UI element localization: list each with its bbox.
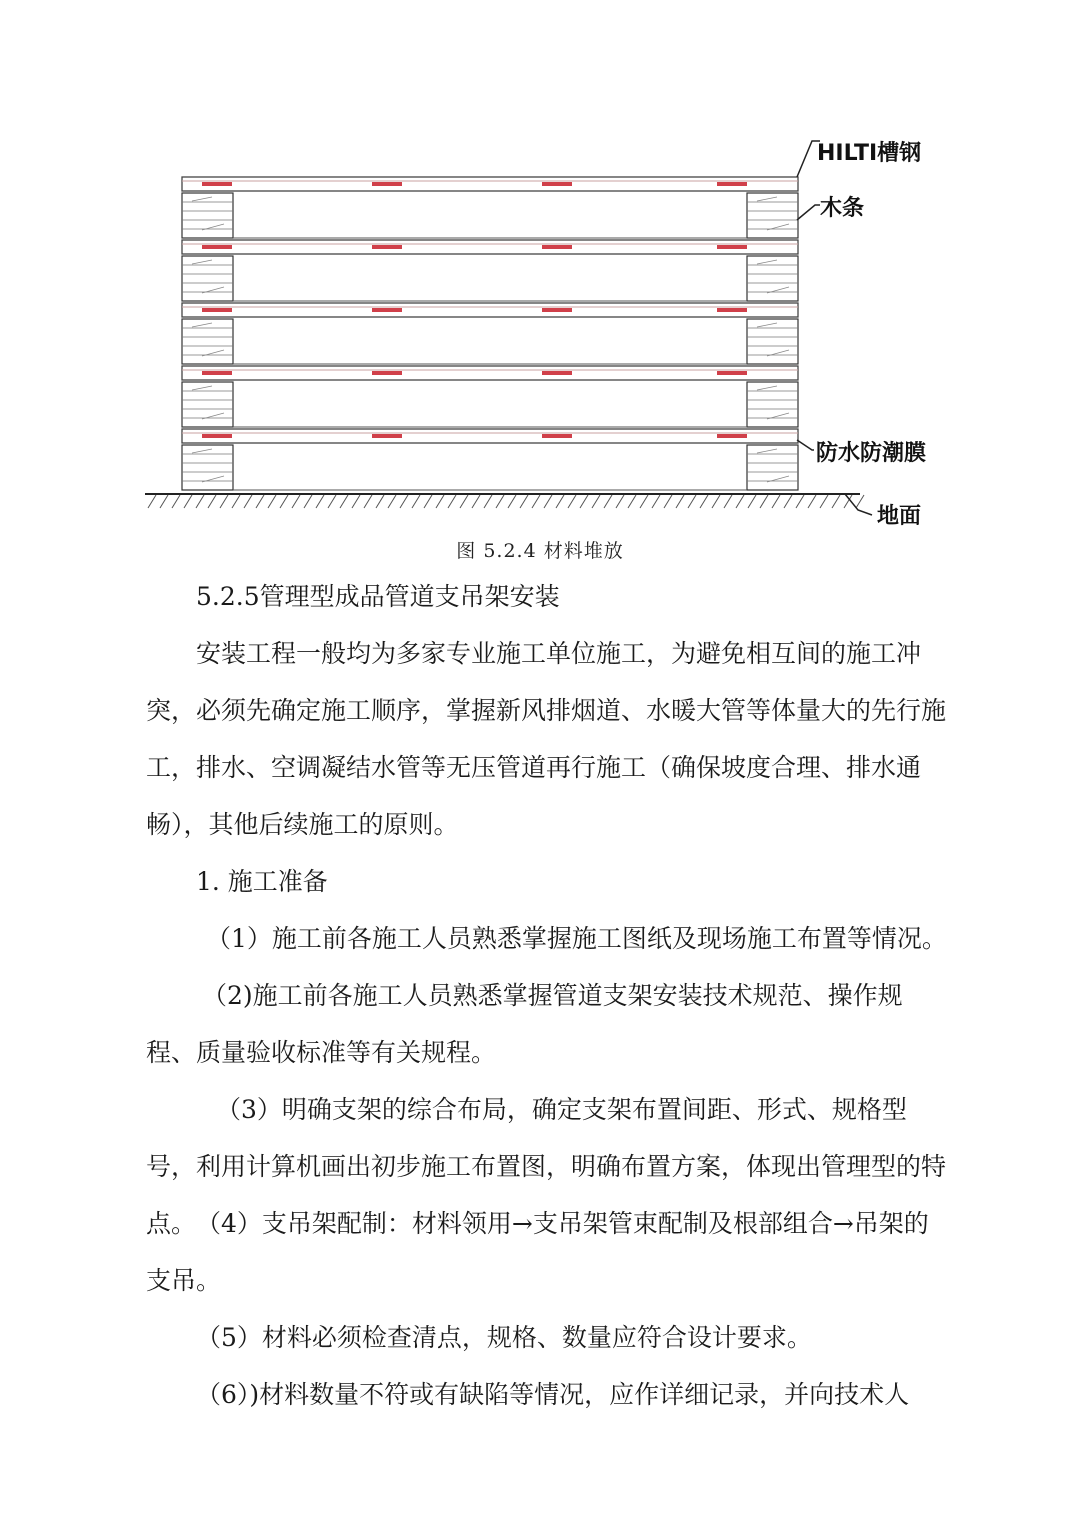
leader-wood [797,205,820,220]
stack-layers [182,177,798,490]
label-hilti-channel: HILTI槽钢 [817,141,922,166]
hilti-mark [372,434,402,438]
hilti-mark [202,371,232,375]
leader-membrane [797,440,814,450]
hatch-line [556,495,564,508]
hatch-line [196,495,204,508]
hatch-line [412,495,420,508]
hatch-line [472,495,480,508]
hatch-line [544,495,552,508]
hatch-line [664,495,672,508]
hatch-line [604,495,612,508]
section-heading: 5.2.5管理型成品管道支吊架安装 [196,582,560,611]
wood-strip [182,256,233,301]
hilti-channel [182,177,798,191]
sub-heading: 1. 施工准备 [196,867,328,896]
list-item-5: （5）材料必须检查清点，规格、数量应符合设计要求。 [196,1323,812,1352]
hilti-mark [542,245,572,249]
hatch-line [388,495,396,508]
hilti-mark [202,245,232,249]
hatch-line [400,495,408,508]
hatch-line [508,495,516,508]
wood-strip [182,445,233,490]
wood-strip [747,193,798,238]
hatch-line [160,495,168,508]
hatch-line [280,495,288,508]
figure-caption: 图 5.2.4 材料堆放 [456,540,624,562]
hatch-line [328,495,336,508]
hilti-mark [717,308,747,312]
hatch-line [220,495,228,508]
hilti-mark [542,434,572,438]
hilti-mark [202,182,232,186]
hatch-line [352,495,360,508]
hilti-mark [372,371,402,375]
hatch-line [256,495,264,508]
hilti-mark [717,182,747,186]
hatch-line [184,495,192,508]
hatch-line [832,495,840,508]
list-item-6: （6）)材料数量不符或有缺陷等情况，应作详细记录，并向技术人 [196,1380,910,1409]
hatch-line [292,495,300,508]
hatch-line [796,495,804,508]
hilti-mark [372,245,402,249]
list-item-4: （4）支吊架配制：材料领用→支吊架管束配制及根部组合→吊架的支吊。 [146,1209,929,1295]
hatch-line [148,495,156,508]
hatch-line [772,495,780,508]
wood-strip [182,319,233,364]
hatch-line [688,495,696,508]
hatch-line [712,495,720,508]
hilti-mark [202,434,232,438]
hatch-line [484,495,492,508]
hatch-line [208,495,216,508]
hatch-line [244,495,252,508]
hilti-mark [542,308,572,312]
hatch-line [640,495,648,508]
hatch-line [520,495,528,508]
hatch-line [652,495,660,508]
wood-strip [182,382,233,427]
hatch-line [376,495,384,508]
wood-strip [747,256,798,301]
hatch-line [424,495,432,508]
material-stacking-diagram [140,125,940,530]
hilti-channel [182,366,798,380]
hatch-line [232,495,240,508]
hatch-line [436,495,444,508]
hatch-line [700,495,708,508]
hatch-line [364,495,372,508]
hatch-line [172,495,180,508]
hatch-line [760,495,768,508]
hatch-line [784,495,792,508]
wood-strip [182,193,233,238]
label-wood-strip: 木条 [820,196,865,221]
hilti-channel [182,429,798,443]
hilti-mark [542,182,572,186]
hilti-mark [717,434,747,438]
list-item-2: （2)施工前各施工人员熟悉掌握管道支架安装技术规范、操作规程、质量验收标准等有关规程。 [146,981,903,1067]
hatch-line [676,495,684,508]
hilti-mark [717,371,747,375]
label-ground: 地面 [877,504,922,529]
ground-hatch [148,495,864,508]
hatch-line [748,495,756,508]
intro-paragraph: 安装工程一般均为多家专业施工单位施工，为避免相互间的施工冲突，必须先确定施工顺序，掌握新风排烟道、水暖大管等体量大的先行施工，排水、空调凝结水管等无压管道再行施工（确保坡度合理、排水通畅），其他后续施工的原则。 [146,639,947,839]
hilti-mark [202,308,232,312]
label-membrane: 防水防潮膜 [816,441,927,466]
wood-strip [747,382,798,427]
hatch-line [856,495,864,508]
hatch-line [736,495,744,508]
hatch-line [580,495,588,508]
hilti-channel [182,240,798,254]
hatch-line [340,495,348,508]
hatch-line [496,495,504,508]
hatch-line [628,495,636,508]
hatch-line [460,495,468,508]
hatch-line [304,495,312,508]
list-item-1: （1）施工前各施工人员熟悉掌握施工图纸及现场施工布置等情况。 [206,924,947,953]
hatch-line [532,495,540,508]
list-item-3: （3）明确支架的综合布局，确定支架布置间距、形式、规格型号，利用计算机画出初步施工布置图，明确布置方案，体现出管理型的特点。 [146,1095,947,1238]
hilti-mark [717,245,747,249]
hatch-line [448,495,456,508]
hilti-mark [372,308,402,312]
hatch-line [268,495,276,508]
hatch-line [316,495,324,508]
hilti-mark [542,371,572,375]
hilti-mark [372,182,402,186]
hatch-line [568,495,576,508]
hilti-channel [182,303,798,317]
hatch-line [592,495,600,508]
hatch-line [808,495,816,508]
hatch-line [724,495,732,508]
wood-strip [747,445,798,490]
wood-strip [747,319,798,364]
hatch-line [820,495,828,508]
hatch-line [616,495,624,508]
